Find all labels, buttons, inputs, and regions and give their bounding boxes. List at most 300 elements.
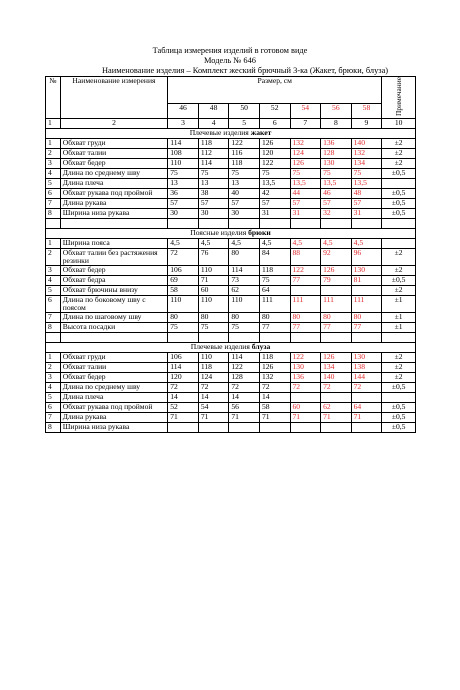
size-value: 114 (229, 265, 260, 275)
row-number: 4 (46, 168, 61, 178)
empty-cell (198, 218, 229, 228)
table-row (46, 158, 416, 168)
size-value (321, 422, 352, 432)
section-title-row (46, 228, 416, 238)
size-value: 14 (198, 392, 229, 402)
table-row (46, 198, 416, 208)
row-number: 5 (46, 392, 61, 402)
empty-cell (290, 332, 321, 342)
empty-cell (321, 332, 352, 342)
section-title-prefix: Плечевые изделия (190, 342, 252, 351)
table-row (46, 285, 416, 295)
tolerance-note: ±2 (382, 248, 416, 265)
size-value (168, 422, 199, 432)
column-number-cell: 10 (382, 118, 416, 128)
header-note (382, 77, 416, 119)
measurement-name: Обхват рукава под проймой (60, 402, 168, 412)
size-value (290, 392, 321, 402)
size-value: 114 (168, 138, 199, 148)
measurement-name: Обхват талии (60, 148, 168, 158)
size-value: 118 (259, 352, 290, 362)
size-value: 4,5 (168, 238, 199, 248)
size-value: 132 (290, 138, 321, 148)
size-value (229, 422, 260, 432)
size-value: 75 (259, 168, 290, 178)
column-number-cell: 2 (60, 118, 168, 128)
size-value: 130 (351, 265, 382, 275)
size-value: 75 (198, 168, 229, 178)
size-value (351, 392, 382, 402)
size-value: 58 (168, 285, 199, 295)
tolerance-note: ±0,5 (382, 402, 416, 412)
size-value: 132 (351, 148, 382, 158)
size-value: 138 (351, 362, 382, 372)
tolerance-note: ±0,5 (382, 412, 416, 422)
row-number: 5 (46, 285, 61, 295)
size-value: 57 (198, 198, 229, 208)
size-value: 75 (321, 168, 352, 178)
column-number-row (46, 118, 416, 128)
row-number: 1 (46, 138, 61, 148)
empty-cell (60, 332, 168, 342)
measurement-name: Длина плеча (60, 178, 168, 188)
spacer-row (46, 218, 416, 228)
size-value: 54 (198, 402, 229, 412)
size-value: 75 (168, 322, 199, 332)
size-value: 32 (321, 208, 352, 218)
size-value: 13,5 (290, 178, 321, 188)
size-value: 64 (351, 402, 382, 412)
size-value: 75 (290, 168, 321, 178)
empty-cell (382, 218, 416, 228)
row-number: 8 (46, 208, 61, 218)
size-value: 56 (229, 402, 260, 412)
row-number: 8 (46, 322, 61, 332)
measurement-name: Обхват груди (60, 138, 168, 148)
size-header-cell: 52 (259, 103, 290, 118)
row-number: 1 (46, 352, 61, 362)
tolerance-note (382, 238, 416, 248)
size-value: 42 (259, 188, 290, 198)
size-value: 62 (321, 402, 352, 412)
table-row (46, 322, 416, 332)
size-value: 80 (351, 312, 382, 322)
size-value: 84 (259, 248, 290, 265)
size-value: 71 (351, 412, 382, 422)
size-value (351, 422, 382, 432)
size-value: 64 (259, 285, 290, 295)
size-value: 77 (321, 322, 352, 332)
size-value: 122 (229, 362, 260, 372)
size-value: 57 (229, 198, 260, 208)
row-number: 1 (46, 238, 61, 248)
table-row (46, 295, 416, 312)
size-value: 75 (168, 168, 199, 178)
size-header-cell: 46 (168, 103, 199, 118)
measurement-name: Обхват груди (60, 352, 168, 362)
size-value (321, 392, 352, 402)
size-value: 73 (229, 275, 260, 285)
size-value: 130 (351, 352, 382, 362)
tolerance-note: ±1 (382, 322, 416, 332)
empty-cell (46, 332, 61, 342)
size-value (351, 285, 382, 295)
size-value: 80 (229, 248, 260, 265)
size-value: 72 (321, 382, 352, 392)
size-value: 52 (168, 402, 199, 412)
size-value: 4,5 (290, 238, 321, 248)
size-value: 136 (290, 372, 321, 382)
row-number: 3 (46, 265, 61, 275)
size-value: 77 (259, 322, 290, 332)
size-value: 80 (229, 312, 260, 322)
header-number: № (46, 77, 61, 119)
measurement-name: Высота посадки (60, 322, 168, 332)
empty-cell (168, 218, 199, 228)
size-value: 57 (290, 198, 321, 208)
row-number: 8 (46, 422, 61, 432)
size-value: 4,5 (229, 238, 260, 248)
size-value: 122 (290, 265, 321, 275)
tolerance-note: ±2 (382, 138, 416, 148)
size-value: 124 (290, 148, 321, 158)
size-value: 71 (290, 412, 321, 422)
empty-cell (259, 332, 290, 342)
size-value: 108 (168, 148, 199, 158)
measurement-name: Длина по среднему шву (60, 168, 168, 178)
size-value: 77 (290, 322, 321, 332)
header-measurement: Наименование измерения (60, 77, 168, 119)
size-value: 122 (290, 352, 321, 362)
size-value: 110 (198, 265, 229, 275)
size-value: 13,5 (321, 178, 352, 188)
size-value: 60 (290, 402, 321, 412)
size-value: 75 (229, 168, 260, 178)
row-number: 4 (46, 275, 61, 285)
tolerance-note: ±2 (382, 362, 416, 372)
table-row (46, 312, 416, 322)
size-value (198, 422, 229, 432)
table-row (46, 265, 416, 275)
size-value: 126 (290, 158, 321, 168)
measurement-name: Длина плеча (60, 392, 168, 402)
table-row (46, 238, 416, 248)
section-title (46, 342, 416, 352)
table-row (46, 138, 416, 148)
column-number-cell: 7 (290, 118, 321, 128)
tolerance-note (382, 178, 416, 188)
size-value: 126 (259, 362, 290, 372)
column-number-cell: 1 (46, 118, 61, 128)
column-number-cell: 9 (351, 118, 382, 128)
size-value: 80 (168, 312, 199, 322)
size-value: 48 (351, 188, 382, 198)
size-value: 77 (351, 322, 382, 332)
size-value: 75 (229, 322, 260, 332)
column-number-cell: 8 (321, 118, 352, 128)
section-title-row (46, 342, 416, 352)
size-value: 114 (168, 362, 199, 372)
size-value: 72 (229, 382, 260, 392)
section-title-product: блуза (251, 342, 271, 351)
measurement-name: Длина по шаговому шву (60, 312, 168, 322)
tolerance-note: ±2 (382, 265, 416, 275)
size-value: 38 (198, 188, 229, 198)
tolerance-note: ±0,5 (382, 422, 416, 432)
empty-cell (198, 332, 229, 342)
size-value: 13,5 (351, 178, 382, 188)
size-header-cell: 50 (229, 103, 260, 118)
size-value: 4,5 (259, 238, 290, 248)
size-value: 4,5 (321, 238, 352, 248)
size-value (259, 422, 290, 432)
size-value: 57 (321, 198, 352, 208)
empty-cell (168, 332, 199, 342)
column-number-cell: 3 (168, 118, 199, 128)
empty-cell (46, 218, 61, 228)
section-title-row (46, 128, 416, 138)
size-value: 75 (351, 168, 382, 178)
measurement-name: Обхват бедер (60, 265, 168, 275)
section-title-product: жакет (250, 128, 272, 137)
row-number: 2 (46, 248, 61, 265)
size-value: 140 (321, 372, 352, 382)
size-value: 130 (321, 158, 352, 168)
size-value: 72 (198, 382, 229, 392)
size-header-cell: 56 (321, 103, 352, 118)
size-value: 72 (168, 248, 199, 265)
tolerance-note: ±2 (382, 372, 416, 382)
size-value: 58 (259, 402, 290, 412)
size-header-cell: 48 (198, 103, 229, 118)
size-value: 111 (290, 295, 321, 312)
size-value: 112 (198, 148, 229, 158)
size-value: 44 (290, 188, 321, 198)
empty-cell (60, 218, 168, 228)
section-title-prefix: Плечевые изделия (189, 128, 251, 137)
row-number: 3 (46, 372, 61, 382)
size-value: 120 (259, 148, 290, 158)
size-value: 122 (259, 158, 290, 168)
row-number: 4 (46, 382, 61, 392)
product-name: Наименование изделия – Комплект жеский брючный 3-ка (Жакет, брюки, блуза) (102, 66, 389, 75)
size-value: 88 (290, 248, 321, 265)
tolerance-note: ±0,5 (382, 188, 416, 198)
size-value: 126 (321, 265, 352, 275)
size-value: 31 (290, 208, 321, 218)
tolerance-note: ±2 (382, 285, 416, 295)
size-value: 120 (168, 372, 199, 382)
tolerance-note: ±2 (382, 148, 416, 158)
size-value: 106 (168, 352, 199, 362)
size-value: 118 (198, 362, 229, 372)
empty-cell (259, 218, 290, 228)
table-row (46, 392, 416, 402)
size-value: 72 (259, 382, 290, 392)
size-value: 130 (290, 362, 321, 372)
size-value (290, 285, 321, 295)
size-value: 75 (198, 322, 229, 332)
size-value: 80 (198, 312, 229, 322)
empty-cell (382, 332, 416, 342)
size-value: 30 (229, 208, 260, 218)
size-value: 118 (259, 265, 290, 275)
size-value: 57 (168, 198, 199, 208)
size-value: 111 (321, 295, 352, 312)
row-number: 7 (46, 412, 61, 422)
size-value: 77 (290, 275, 321, 285)
model-number: Модель № 646 (204, 56, 256, 65)
size-header-cell: 54 (290, 103, 321, 118)
measurement-name: Ширина низа рукава (60, 208, 168, 218)
size-value: 80 (259, 312, 290, 322)
measurement-name: Обхват талии без растяжения резинки (60, 248, 168, 265)
row-number: 2 (46, 362, 61, 372)
size-value: 72 (290, 382, 321, 392)
size-value: 144 (351, 372, 382, 382)
header-row (46, 77, 416, 104)
size-value: 57 (351, 198, 382, 208)
size-value: 126 (259, 138, 290, 148)
table-row (46, 382, 416, 392)
column-number-cell: 4 (198, 118, 229, 128)
section-title (46, 228, 416, 238)
size-value: 71 (198, 412, 229, 422)
row-number: 7 (46, 198, 61, 208)
table-row (46, 148, 416, 158)
row-number: 6 (46, 295, 61, 312)
size-value: 80 (321, 312, 352, 322)
size-value: 62 (229, 285, 260, 295)
size-value: 106 (168, 265, 199, 275)
size-value: 71 (168, 412, 199, 422)
size-value: 114 (198, 158, 229, 168)
size-value: 110 (229, 295, 260, 312)
section-title-product: брюки (248, 228, 271, 237)
empty-cell (351, 218, 382, 228)
size-value: 76 (198, 248, 229, 265)
size-value: 13,5 (259, 178, 290, 188)
tolerance-note: ±0,5 (382, 208, 416, 218)
size-value: 140 (351, 138, 382, 148)
row-number: 6 (46, 402, 61, 412)
size-value: 30 (168, 208, 199, 218)
spacer-row (46, 332, 416, 342)
size-value: 14 (168, 392, 199, 402)
measurement-table (45, 76, 416, 433)
table-row (46, 188, 416, 198)
size-value: 118 (198, 138, 229, 148)
size-value: 71 (259, 412, 290, 422)
size-header-cell: 58 (351, 103, 382, 118)
size-value: 72 (168, 382, 199, 392)
size-value: 132 (259, 372, 290, 382)
size-value: 4,5 (198, 238, 229, 248)
size-value: 110 (168, 158, 199, 168)
table-row (46, 422, 416, 432)
tolerance-note: ±2 (382, 352, 416, 362)
size-value: 128 (321, 148, 352, 158)
size-value: 134 (351, 158, 382, 168)
size-value: 79 (321, 275, 352, 285)
row-number: 2 (46, 148, 61, 158)
empty-cell (321, 218, 352, 228)
size-value: 122 (229, 138, 260, 148)
header-note-label: Примечание (393, 77, 403, 116)
size-value: 31 (259, 208, 290, 218)
size-value: 118 (229, 158, 260, 168)
tolerance-note (382, 392, 416, 402)
row-number: 3 (46, 158, 61, 168)
measurement-name: Ширина пояса (60, 238, 168, 248)
size-value: 80 (290, 312, 321, 322)
size-value: 126 (321, 352, 352, 362)
tolerance-note: ±0,5 (382, 198, 416, 208)
table-row (46, 352, 416, 362)
row-number: 5 (46, 178, 61, 188)
empty-cell (229, 332, 260, 342)
empty-cell (290, 218, 321, 228)
measurement-name: Обхват талии (60, 362, 168, 372)
row-number: 6 (46, 188, 61, 198)
size-value: 71 (229, 412, 260, 422)
size-value: 110 (198, 352, 229, 362)
table-row (46, 362, 416, 372)
tolerance-note: ±1 (382, 295, 416, 312)
size-value: 13 (168, 178, 199, 188)
measurement-name: Обхват брючины внизу (60, 285, 168, 295)
size-value: 114 (229, 352, 260, 362)
size-value: 116 (229, 148, 260, 158)
size-value: 31 (351, 208, 382, 218)
size-value: 128 (229, 372, 260, 382)
tolerance-note: ±0,5 (382, 168, 416, 178)
size-value: 69 (168, 275, 199, 285)
size-value: 110 (168, 295, 199, 312)
measurement-name: Длина по боковому шву с поясом (60, 295, 168, 312)
size-value: 111 (351, 295, 382, 312)
size-value: 71 (321, 412, 352, 422)
size-value: 60 (198, 285, 229, 295)
size-value: 71 (198, 275, 229, 285)
size-value (321, 285, 352, 295)
size-value: 92 (321, 248, 352, 265)
empty-cell (351, 332, 382, 342)
table-title: Таблица измерения изделий в готовом виде (152, 46, 308, 55)
size-value: 111 (259, 295, 290, 312)
size-value: 81 (351, 275, 382, 285)
table-row (46, 402, 416, 412)
table-row (46, 168, 416, 178)
table-body (46, 77, 416, 433)
size-value: 4,5 (351, 238, 382, 248)
table-row (46, 208, 416, 218)
section-title-prefix: Поясные изделия (190, 228, 249, 237)
measurement-name: Ширина низа рукава (60, 422, 168, 432)
size-value: 13 (198, 178, 229, 188)
column-number-cell: 5 (229, 118, 260, 128)
size-value (290, 422, 321, 432)
size-value: 40 (229, 188, 260, 198)
table-row (46, 372, 416, 382)
measurement-name: Обхват бедра (60, 275, 168, 285)
tolerance-note: ±0,5 (382, 382, 416, 392)
measurement-name: Обхват рукава под проймой (60, 188, 168, 198)
size-value: 14 (259, 392, 290, 402)
size-value: 110 (198, 295, 229, 312)
tolerance-note: ±0,5 (382, 275, 416, 285)
table-row (46, 248, 416, 265)
